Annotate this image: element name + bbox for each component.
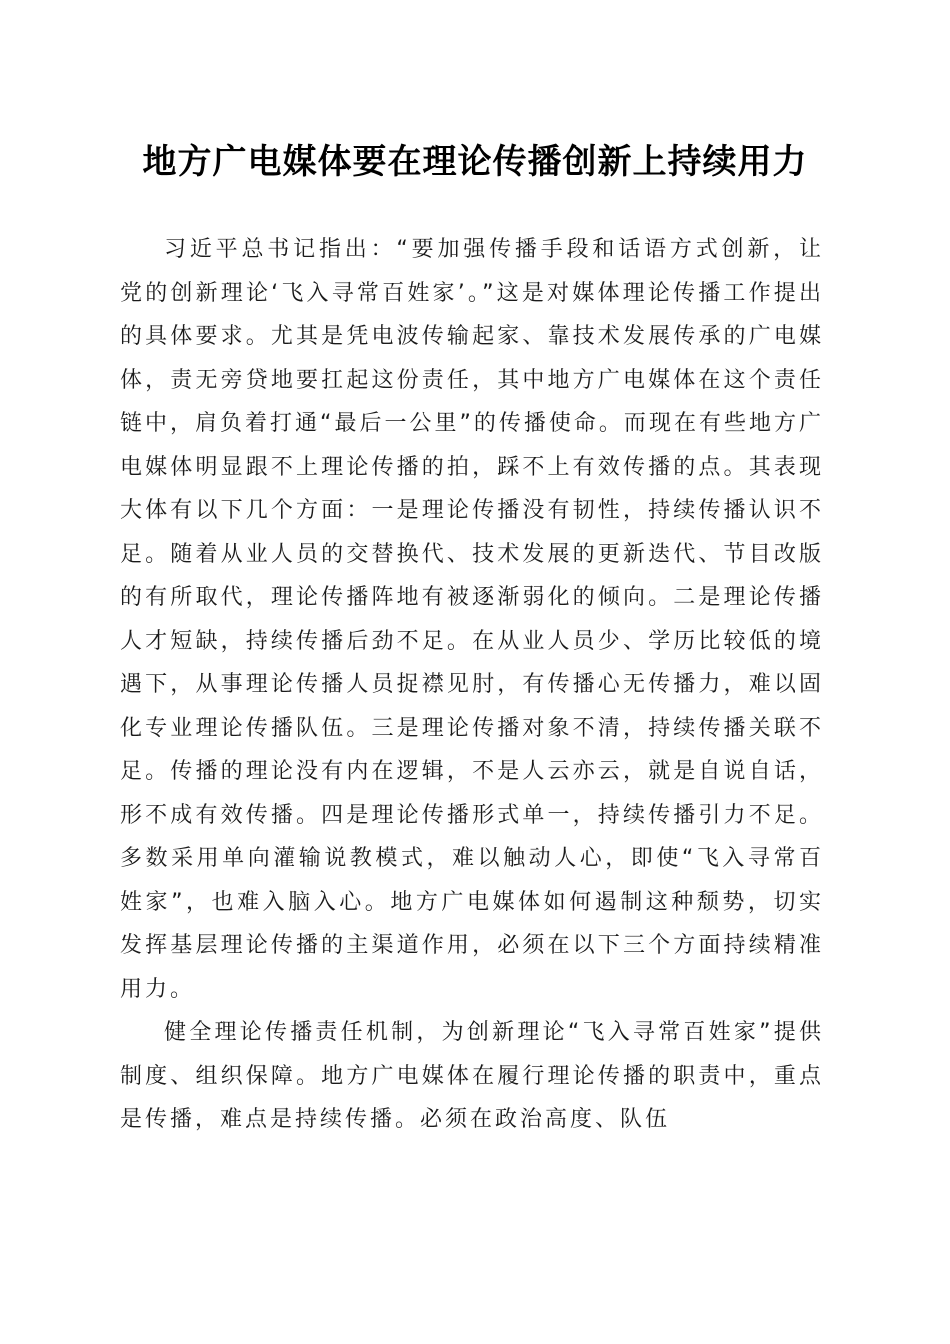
paragraph-mechanism: 健全理论传播责任机制，为创新理论“飞入寻常百姓家”提供制度、组织保障。地方广电媒体在履行理论传播的职责中，重点是传播，难点是持续传播。必须在政治高度、队伍 bbox=[120, 1020, 824, 1132]
paragraph-intro: 习近平总书记指出：“要加强传播手段和话语方式创新，让党的创新理论‘飞入寻常百姓家’。”这是对媒体理论传播工作提出的具体要求。尤其是凭电波传输起家、靠技术发展传承的广电媒体，责无旁贷地要扛起这份责任，其中地方广电媒体在这个责任链中，肩负着打通“最后一公里”的传播使命。而现在有些地方广电媒体明显跟不上理论传播的拍，踩不上有效传播的点。其表现大体有以下几个方面：一是理论传播没有韧性，持续传播认识不足。随着从业人员的交替换代、技术发展的更新迭代、节目改版的有所取代，理论传播阵地有被逐渐弱化的倾向。二是理论传播人才短缺，持续传播后劲不足。在从业人员少、学历比较低的境遇下，从事理论传播人员捉襟见肘，有传播心无传播力，难以固化专业理论传播队伍。三是理论传播对象不清，持续传播关联不足。传播的理论没有内在逻辑，不是人云亦云，就是自说自话，形不成有效传播。四是理论传播形式单一，持续传播引力不足。多数采用单向灌输说教模式，难以触动人心，即使“飞入寻常百姓家”，也难入脑入心。地方广电媒体如何遏制这种颓势，切实发挥基层理论传播的主渠道作用，必须在以下三个方面持续精准用力。 bbox=[120, 237, 824, 1002]
document-title: 地方广电媒体要在理论传播创新上持续用力 bbox=[142, 142, 808, 182]
document-body bbox=[120, 228, 824, 1142]
